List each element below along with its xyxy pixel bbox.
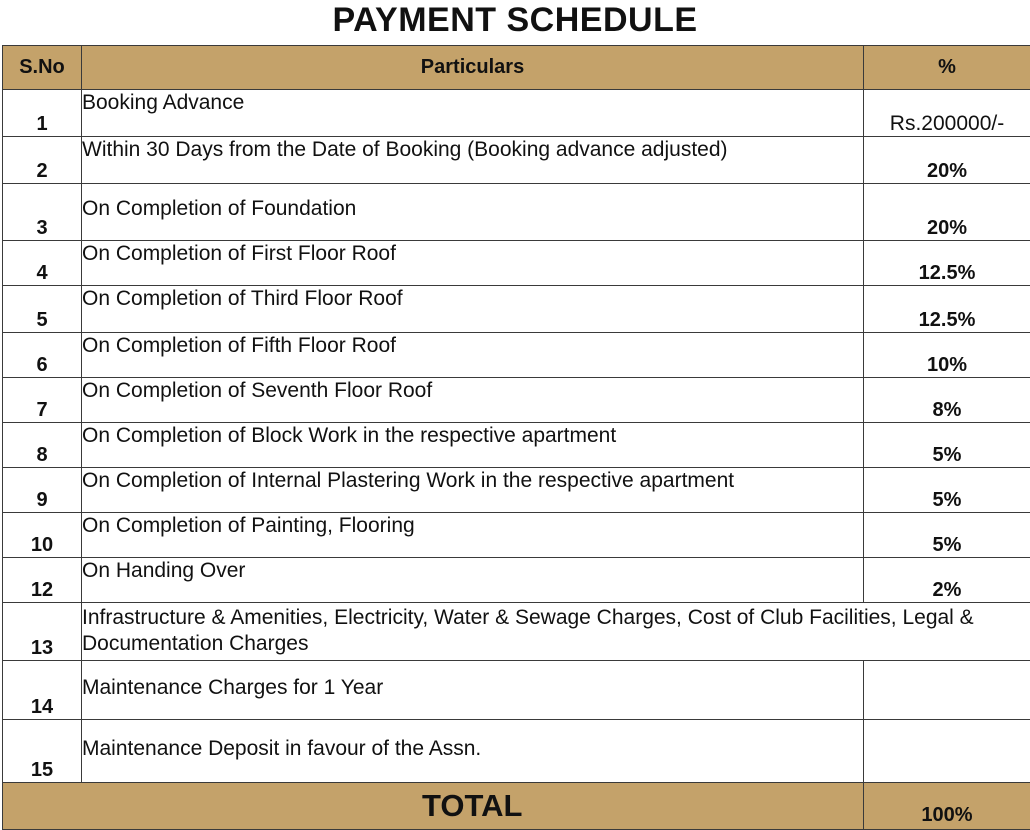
table-row xyxy=(3,184,1030,241)
row-sno: 8 xyxy=(3,423,82,468)
row-percent: 5% xyxy=(864,423,1030,468)
table-row xyxy=(3,333,1030,378)
row-sno: 4 xyxy=(3,241,82,286)
row-percent xyxy=(864,661,1030,720)
row-percent: 12.5% xyxy=(864,286,1030,333)
row-sno: 3 xyxy=(3,184,82,241)
row-percent: 20% xyxy=(864,184,1030,241)
page-title: PAYMENT SCHEDULE xyxy=(0,0,1030,44)
table-row xyxy=(3,558,1030,603)
row-particulars: Infrastructure & Amenities, Electricity, Water & Sewage Charges, Cost of Club Facilities, Legal & Documentation Charges xyxy=(82,603,1030,661)
total-value: 100% xyxy=(864,783,1030,830)
row-particulars: Within 30 Days from the Date of Booking (Booking advance adjusted) xyxy=(82,137,864,184)
row-sno: 6 xyxy=(3,333,82,378)
row-sno: 9 xyxy=(3,468,82,513)
row-particulars: On Completion of Third Floor Roof xyxy=(82,286,864,333)
table-row xyxy=(3,137,1030,184)
total-label: TOTAL xyxy=(82,783,864,830)
row-sno: 13 xyxy=(3,603,82,661)
row-sno: 10 xyxy=(3,513,82,558)
total-spacer xyxy=(3,783,82,830)
row-percent: 10% xyxy=(864,333,1030,378)
row-sno: 15 xyxy=(3,720,82,783)
table-row xyxy=(3,241,1030,286)
row-particulars: On Completion of Seventh Floor Roof xyxy=(82,378,864,423)
row-percent: 5% xyxy=(864,513,1030,558)
table-row xyxy=(3,286,1030,333)
row-percent: 5% xyxy=(864,468,1030,513)
row-particulars: On Completion of Internal Plastering Work in the respective apartment xyxy=(82,468,864,513)
header-particulars: Particulars xyxy=(82,46,864,90)
table-row xyxy=(3,468,1030,513)
payment-schedule-table xyxy=(2,45,1030,830)
row-particulars: On Completion of Block Work in the respective apartment xyxy=(82,423,864,468)
row-percent: 2% xyxy=(864,558,1030,603)
row-sno: 2 xyxy=(3,137,82,184)
table-row xyxy=(3,661,1030,720)
total-row xyxy=(3,783,1030,830)
row-particulars: On Completion of Fifth Floor Roof xyxy=(82,333,864,378)
table-row xyxy=(3,90,1030,137)
row-particulars: On Completion of Painting, Flooring xyxy=(82,513,864,558)
row-percent: 12.5% xyxy=(864,241,1030,286)
row-particulars: Maintenance Deposit in favour of the Assn. xyxy=(82,720,864,783)
table-row xyxy=(3,423,1030,468)
row-sno: 12 xyxy=(3,558,82,603)
table-header-row xyxy=(3,46,1030,90)
table-row xyxy=(3,513,1030,558)
row-percent: Rs.200000/- xyxy=(864,90,1030,137)
row-particulars: On Completion of Foundation xyxy=(82,184,864,241)
table-row xyxy=(3,603,1030,661)
row-percent: 20% xyxy=(864,137,1030,184)
row-sno: 1 xyxy=(3,90,82,137)
row-percent: 8% xyxy=(864,378,1030,423)
row-particulars: On Handing Over xyxy=(82,558,864,603)
header-percent: % xyxy=(864,46,1030,90)
table-row xyxy=(3,378,1030,423)
table-row xyxy=(3,720,1030,783)
row-particulars: Maintenance Charges for 1 Year xyxy=(82,661,864,720)
row-particulars: Booking Advance xyxy=(82,90,864,137)
row-sno: 7 xyxy=(3,378,82,423)
row-particulars: On Completion of First Floor Roof xyxy=(82,241,864,286)
row-sno: 5 xyxy=(3,286,82,333)
row-percent xyxy=(864,720,1030,783)
row-sno: 14 xyxy=(3,661,82,720)
header-sno: S.No xyxy=(3,46,82,90)
